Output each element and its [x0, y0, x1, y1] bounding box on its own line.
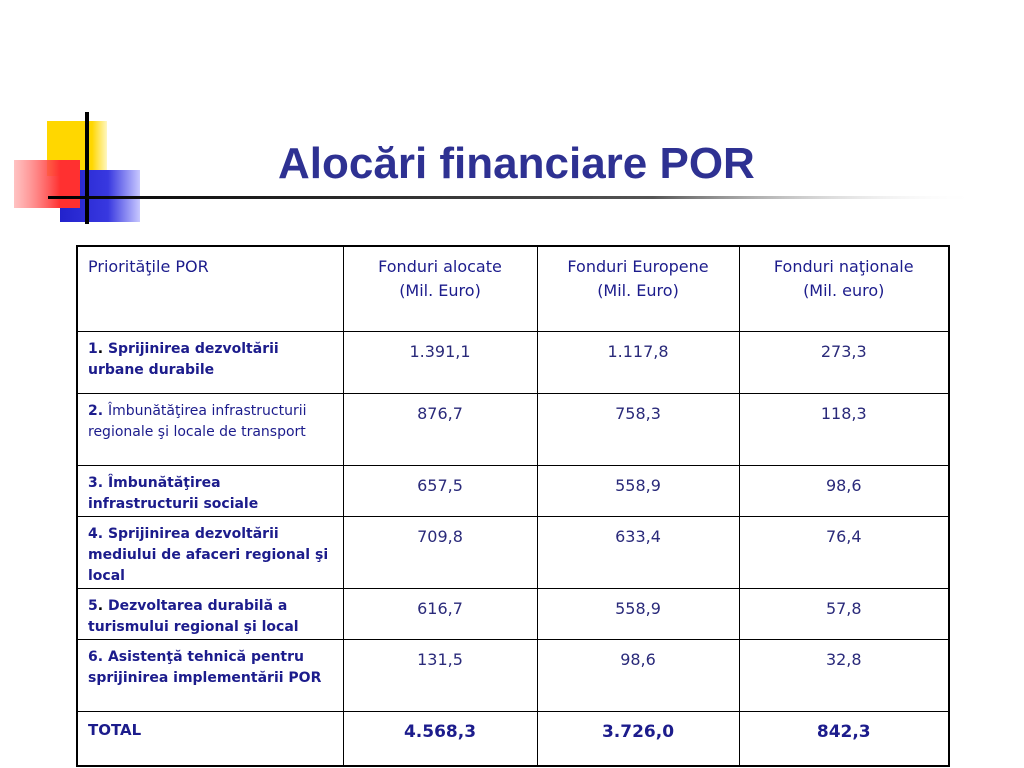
- value-nationale: 57,8: [739, 589, 949, 640]
- priority-label: 4. Sprijinirea dezvoltării mediului de afaceri regional şi local: [77, 517, 343, 589]
- table-row: [77, 517, 949, 589]
- value-nationale: 76,4: [739, 517, 949, 589]
- total-row: [77, 712, 949, 767]
- value-europene: 1.117,8: [537, 332, 739, 394]
- priority-label: 1. Sprijinirea dezvoltării urbane durabile: [77, 332, 343, 394]
- total-label: TOTAL: [77, 712, 343, 767]
- value-alocate: 1.391,1: [343, 332, 537, 394]
- table-header-row: [77, 246, 949, 332]
- value-nationale: 118,3: [739, 394, 949, 466]
- value-nationale: 32,8: [739, 640, 949, 712]
- horizontal-line: [48, 196, 978, 199]
- header-alocate: Fonduri alocate (Mil. Euro): [343, 246, 537, 332]
- value-europene: 98,6: [537, 640, 739, 712]
- vertical-line: [85, 112, 89, 224]
- slide-title: Alocări financiare POR: [278, 139, 755, 188]
- table-row: [77, 394, 949, 466]
- priority-label: 5. Dezvoltarea durabilă a turismului regional şi local: [77, 589, 343, 640]
- total-europene: 3.726,0: [537, 712, 739, 767]
- red-square: [14, 160, 80, 208]
- value-alocate: 131,5: [343, 640, 537, 712]
- value-nationale: 273,3: [739, 332, 949, 394]
- corner-decoration: [0, 0, 1024, 240]
- total-nationale: 842,3: [739, 712, 949, 767]
- header-europene: Fonduri Europene (Mil. Euro): [537, 246, 739, 332]
- value-nationale: 98,6: [739, 466, 949, 517]
- value-alocate: 709,8: [343, 517, 537, 589]
- value-alocate: 657,5: [343, 466, 537, 517]
- allocations-table: [76, 245, 950, 767]
- header-nationale: Fonduri naţionale (Mil. euro): [739, 246, 949, 332]
- value-alocate: 876,7: [343, 394, 537, 466]
- priority-label: 6. Asistenţă tehnică pentru sprijinirea implementării POR: [77, 640, 343, 712]
- header-priorities: Priorităţile POR: [77, 246, 343, 332]
- value-europene: 758,3: [537, 394, 739, 466]
- table-row: [77, 640, 949, 712]
- total-alocate: 4.568,3: [343, 712, 537, 767]
- value-europene: 558,9: [537, 466, 739, 517]
- table-row: [77, 332, 949, 394]
- priority-label: 2. Îmbunătăţirea infrastructurii regionale şi locale de transport: [77, 394, 343, 466]
- value-alocate: 616,7: [343, 589, 537, 640]
- value-europene: 558,9: [537, 589, 739, 640]
- table-row: [77, 589, 949, 640]
- priority-label: 3. Îmbunătăţirea infrastructurii sociale: [77, 466, 343, 517]
- value-europene: 633,4: [537, 517, 739, 589]
- table-row: [77, 466, 949, 517]
